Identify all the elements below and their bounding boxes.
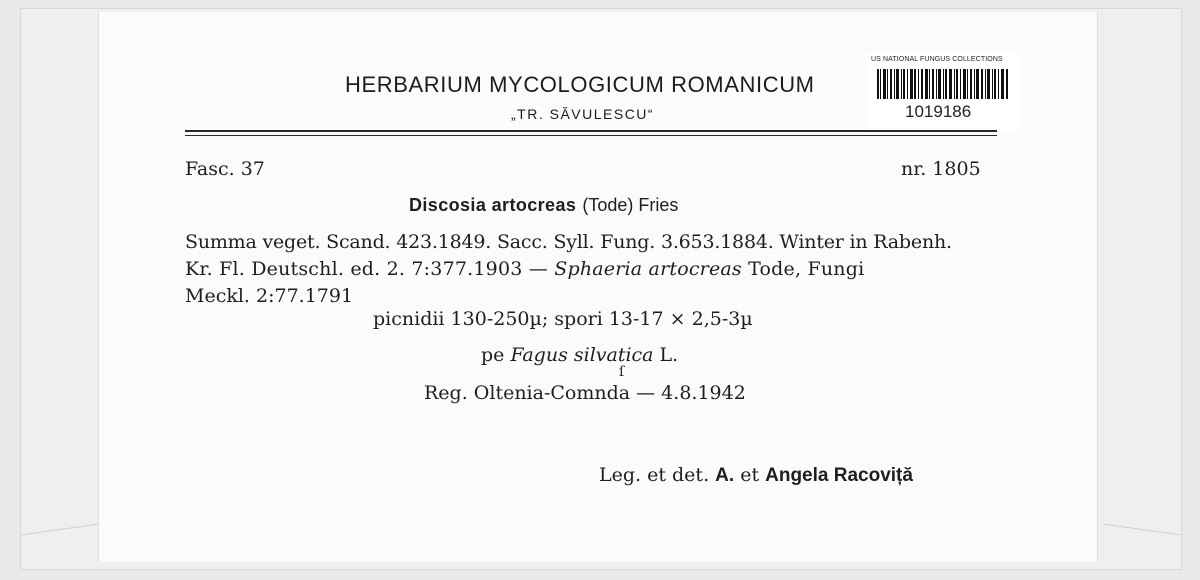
barcode-sticker <box>867 52 1019 132</box>
barcode-icon <box>877 69 1009 99</box>
synonym-name: Sphaeria artocreas <box>554 258 742 280</box>
packet-fold-line <box>1103 524 1180 536</box>
host-species: Fagus silvatica <box>510 344 654 366</box>
host-prefix: pe <box>481 344 511 366</box>
host-author: L. <box>653 344 679 366</box>
host-line <box>481 344 678 366</box>
reference-text: Kr. Fl. Deutschl. ed. 2. 7:377.1903 — <box>185 258 555 280</box>
herbarium-title: HERBARIUM MYCOLOGICUM ROMANICUM <box>345 72 815 97</box>
fascicle-number: Fasc. 37 <box>185 158 265 180</box>
locality-date: Reg. Oltenia-Comnda — 4.8.1942 <box>424 382 746 404</box>
reference-line: Summa veget. Scand. 423.1849. Sacc. Syll. Fung. 3.653.1884. Winter in Rabenh. <box>185 231 952 253</box>
reference-text: Tode, Fungi <box>741 258 865 280</box>
specimen-number: nr. 1805 <box>901 158 981 180</box>
species-binomial: Discosia artocreas <box>409 195 577 215</box>
reference-line: Meckl. 2:77.1791 <box>185 285 354 307</box>
species-author: (Tode) Fries <box>582 195 679 215</box>
collector-prefix: Leg. et det. <box>599 464 716 486</box>
species-name <box>409 194 678 216</box>
measurements: picnidii 130-250µ; spori 13-17 × 2,5-3µ <box>373 308 753 330</box>
reference-line <box>185 258 864 280</box>
collector-line <box>599 464 913 487</box>
herbarium-subtitle: „TR. SĂVULESCU“ <box>511 106 655 122</box>
barcode-number: 1019186 <box>905 102 972 121</box>
herbarium-label <box>98 12 1098 562</box>
handwritten-correction: ſ <box>619 364 625 380</box>
header-rule <box>185 135 997 136</box>
packet-fold-line <box>21 524 98 536</box>
barcode-caption: US NATIONAL FUNGUS COLLECTIONS <box>871 56 1003 63</box>
header-rule <box>185 130 997 132</box>
collector-initial: A. <box>715 465 735 486</box>
collector-name: Angela Racoviță <box>765 465 913 486</box>
collector-conjunction: et <box>734 464 766 486</box>
